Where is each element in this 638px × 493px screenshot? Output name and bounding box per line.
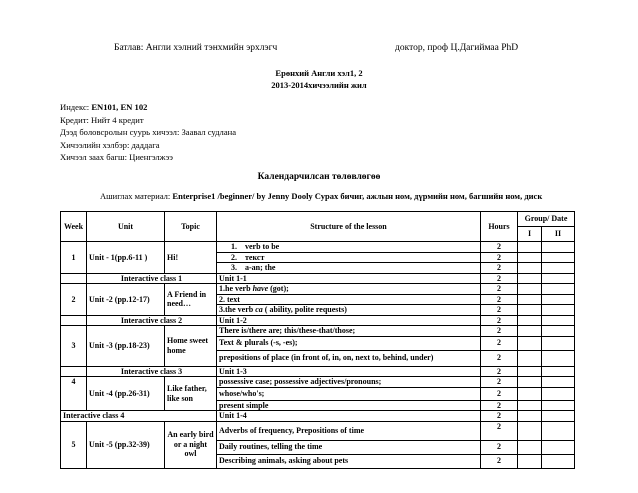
- group-2-cell: [542, 454, 575, 468]
- group-1-cell: [518, 400, 542, 411]
- course-code-label: Индекс:: [60, 102, 92, 112]
- structure-italic: ca: [255, 305, 263, 314]
- week-cell: 5: [61, 421, 87, 468]
- group-1-cell: [518, 294, 542, 305]
- course-info: [60, 101, 236, 164]
- group-1-cell: [518, 326, 542, 337]
- approver-name: доктор, проф Ц.Дагиймаа PhD: [395, 43, 519, 53]
- group-1-cell: [518, 440, 542, 454]
- group-1-cell: [518, 454, 542, 468]
- hours-cell: 2: [481, 350, 518, 366]
- material-label: Ашиглах материал:: [100, 191, 173, 201]
- structure-cell: [217, 305, 481, 316]
- hours-cell: 2: [481, 336, 518, 350]
- hours-cell: 2: [481, 411, 518, 422]
- interactive-row: [61, 366, 575, 377]
- unit-header: Unit: [87, 212, 165, 242]
- hours-cell: 2: [481, 454, 518, 468]
- group-2-cell: [542, 440, 575, 454]
- group-2-cell: [542, 411, 575, 422]
- structure-cell: [217, 284, 481, 295]
- structure-cell: Daily routines, telling the time: [217, 440, 481, 454]
- course-code: [60, 101, 236, 114]
- group-1-header: I: [518, 227, 542, 242]
- interactive-row: [61, 273, 575, 284]
- group-2-cell: [542, 252, 575, 263]
- unit-cell: Unit -5 (pp.32-39): [87, 421, 165, 468]
- topic-header: Topic: [165, 212, 217, 242]
- structure-text: (got);: [268, 284, 289, 293]
- structure-cell: There is/there are; this/these-that/those;: [217, 326, 481, 337]
- material-value: Enterprise1 /beginner/ by Jenny Dooly Сурах бичиг, ажлын ном, дүрмийн ном, багшийн ном, диск: [172, 191, 543, 201]
- hours-cell: 2: [481, 421, 518, 440]
- interactive-class-cell: Interactive class 2: [87, 315, 217, 326]
- group-2-cell: [542, 387, 575, 400]
- hours-cell: 2: [481, 400, 518, 411]
- group-1-cell: [518, 350, 542, 366]
- structure-text: a-an; the: [245, 263, 276, 272]
- hours-header: Hours: [481, 212, 518, 242]
- table-row: [61, 284, 575, 295]
- group-1-cell: [518, 284, 542, 295]
- hours-cell: 2: [481, 377, 518, 388]
- group-2-cell: [542, 305, 575, 316]
- topic-cell: Like father, like son: [165, 377, 217, 411]
- structure-cell: Unit 1-3: [217, 366, 481, 377]
- header-row: [61, 212, 575, 227]
- interactive-class-cell: Interactive class 1: [87, 273, 217, 284]
- hours-cell: 2: [481, 294, 518, 305]
- group-1-cell: [518, 315, 542, 326]
- group-2-cell: [542, 242, 575, 253]
- hours-cell: 2: [481, 284, 518, 295]
- structure-cell: 2. текст: [217, 252, 481, 263]
- hours-cell: 2: [481, 440, 518, 454]
- structure-cell: 1. verb to be: [217, 242, 481, 253]
- group-1-cell: [518, 263, 542, 274]
- structure-cell: 3. a-an; the: [217, 263, 481, 274]
- group-2-cell: [542, 294, 575, 305]
- group-1-cell: [518, 242, 542, 253]
- hours-cell: 2: [481, 263, 518, 274]
- week-cell: [61, 273, 87, 284]
- interactive-class-cell: Interactive class 3: [87, 366, 217, 377]
- course-title: Ерөнхий Англи хэл1, 2: [275, 68, 363, 78]
- week-cell: 1: [61, 242, 87, 274]
- group-2-cell: [542, 326, 575, 337]
- unit-cell: Unit -4 (pp.26-31): [87, 377, 165, 411]
- structure-cell: Unit 1-4: [217, 411, 481, 422]
- structure-cell: Unit 1-1: [217, 273, 481, 284]
- structure-italic: have: [252, 284, 269, 293]
- hours-cell: 2: [481, 387, 518, 400]
- interactive-class-cell: Interactive class 4: [61, 411, 217, 422]
- interactive-row: [61, 411, 575, 422]
- interactive-row: [61, 315, 575, 326]
- structure-text: ( ability, polite requests): [262, 305, 347, 314]
- week-cell: [61, 315, 87, 326]
- structure-cell: present simple: [217, 400, 481, 411]
- group-date-header: Group/ Date: [518, 212, 575, 227]
- group-2-cell: [542, 366, 575, 377]
- week-cell: 3: [61, 326, 87, 367]
- academic-year: 2013-2014хичээлийн жил: [271, 80, 367, 90]
- topic-cell: Hi!: [165, 242, 217, 274]
- structure-cell: Unit 1-2: [217, 315, 481, 326]
- hours-cell: 2: [481, 326, 518, 337]
- structure-cell: prepositions of place (in front of, in, on, next to, behind, under): [217, 350, 481, 366]
- group-1-cell: [518, 411, 542, 422]
- approver-label: Батлав: Англи хэлний тэнхмийн эрхлэгч: [114, 43, 278, 53]
- group-2-cell: [542, 377, 575, 388]
- table-row: [61, 326, 575, 337]
- group-2-cell: [542, 284, 575, 295]
- hours-cell: 2: [481, 242, 518, 253]
- course-credit: Кредит: Нийт 4 кредит: [60, 114, 144, 125]
- week-header: Week: [61, 212, 87, 242]
- structure-text: текст: [245, 252, 265, 262]
- group-1-cell: [518, 336, 542, 350]
- group-2-cell: [542, 263, 575, 274]
- hours-cell: 2: [481, 305, 518, 316]
- group-2-cell: [542, 273, 575, 284]
- structure-cell: 2. text: [217, 294, 481, 305]
- group-2-cell: [542, 336, 575, 350]
- structure-text: 1.he verb: [219, 284, 253, 293]
- hours-cell: 2: [481, 252, 518, 263]
- material-line: [100, 191, 542, 201]
- course-teacher: Хичээл заах багш: Циенгэлжээ: [60, 152, 173, 163]
- course-category: Дээд боловсролын суурь хичээл: Заавал судлана: [60, 127, 237, 138]
- topic-cell: An early bird or a night owl: [165, 421, 217, 468]
- group-1-cell: [518, 366, 542, 377]
- structure-header: Structure of the lesson: [217, 212, 481, 242]
- group-1-cell: [518, 377, 542, 388]
- structure-cell: Text & plurals (-s, -es);: [217, 336, 481, 350]
- hours-cell: 2: [481, 315, 518, 326]
- week-cell: [61, 366, 87, 377]
- structure-cell: Describing animals, asking about pets: [217, 454, 481, 468]
- week-cell: 2: [61, 284, 87, 316]
- structure-text: verb to be: [245, 242, 280, 251]
- group-2-cell: [542, 315, 575, 326]
- group-1-cell: [518, 387, 542, 400]
- group-2-header: II: [542, 227, 575, 242]
- course-code-value: EN101, EN 102: [91, 102, 148, 112]
- structure-cell: whose/who's;: [217, 387, 481, 400]
- group-2-cell: [542, 421, 575, 440]
- hours-cell: 2: [481, 366, 518, 377]
- table-row: [61, 421, 575, 440]
- unit-cell: Unit - 1(pp.6-11 ): [87, 242, 165, 274]
- plan-title: Календарчилсан төлөвлөгөө: [257, 172, 381, 182]
- table-row: [61, 242, 575, 253]
- structure-cell: possessive case; possessive adjectives/pronouns;: [217, 377, 481, 388]
- topic-cell: Home sweet home: [165, 326, 217, 367]
- group-1-cell: [518, 305, 542, 316]
- group-1-cell: [518, 421, 542, 440]
- topic-cell: A Friend in need…: [165, 284, 217, 316]
- hours-cell: 2: [481, 273, 518, 284]
- group-1-cell: [518, 252, 542, 263]
- calendar-table: [60, 211, 575, 469]
- group-2-cell: [542, 400, 575, 411]
- group-2-cell: [542, 350, 575, 366]
- unit-cell: Unit -3 (pp.18-23): [87, 326, 165, 367]
- table-row: [61, 377, 575, 388]
- course-format: Хичээлийн хэлбэр: даддага: [60, 139, 160, 150]
- week-cell: 4: [61, 377, 87, 411]
- structure-text: 3.the verb: [219, 305, 256, 314]
- group-1-cell: [518, 273, 542, 284]
- structure-cell: Adverbs of frequency, Prepositions of time: [217, 421, 481, 440]
- unit-cell: Unit -2 (pp.12-17): [87, 284, 165, 316]
